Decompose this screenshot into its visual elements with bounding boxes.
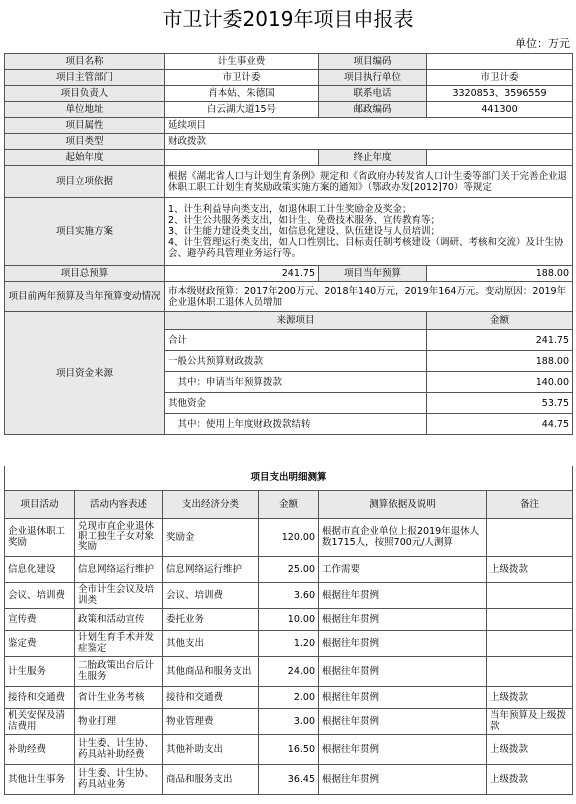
funding-head-item: 来源项目 — [165, 312, 427, 330]
table-row — [5, 582, 573, 608]
row-basis: 根据市直企业单位上报2019年退休人数1715人，按照700元/人测算 — [319, 518, 487, 556]
row-category: 信息网络运行维护 — [163, 556, 259, 582]
type-value: 财政拨款 — [165, 134, 573, 150]
project-name-label: 项目名称 — [5, 54, 165, 70]
row-note — [487, 518, 573, 556]
funding-amount: 44.75 — [427, 414, 573, 435]
exec-unit-value: 市卫计委 — [427, 70, 573, 86]
row-basis: 根据往年贯例 — [319, 582, 487, 608]
project-info-table — [4, 53, 573, 435]
row-content: 计生委、计生协、药具站补助经费 — [75, 734, 163, 764]
row-category: 商品和服务支出 — [163, 764, 259, 794]
row-content: 物业打理 — [75, 708, 163, 734]
row-note: 上级拨款 — [487, 734, 573, 764]
row-category: 奖励金 — [163, 518, 259, 556]
start-year-label: 起始年度 — [5, 150, 165, 166]
row-amount: 10.00 — [259, 608, 319, 630]
row-content: 二胎政策出台后计生服务 — [75, 656, 163, 686]
row-activity: 计生服务 — [5, 656, 75, 686]
row-activity: 企业退休职工奖励 — [5, 518, 75, 556]
row-activity: 宣传费 — [5, 608, 75, 630]
plan-line: 4、计生管理运行类支出，如人口性别比、目标责任制考核建设（调研、考核和交流）及计生协会、避孕药具管理业务运行等。 — [168, 237, 564, 259]
row-activity: 会议、培训费 — [5, 582, 75, 608]
total-budget-label: 项目总预算 — [5, 266, 165, 282]
row-note: 上级拨款 — [487, 556, 573, 582]
dept-label: 项目主管部门 — [5, 70, 165, 86]
postcode-value: 441300 — [427, 102, 573, 118]
table-row — [5, 734, 573, 764]
type-label: 项目类型 — [5, 134, 165, 150]
row-content: 省计生业务考核 — [75, 686, 163, 708]
row-content: 政策和活动宣传 — [75, 608, 163, 630]
funding-item: 其他资金 — [165, 393, 427, 414]
row-basis: 根据往年贯例 — [319, 734, 487, 764]
start-year-value — [165, 150, 319, 166]
budget-change-label: 项目前两年预算及当年预算变动情况 — [5, 282, 165, 312]
funding-item: 一般公共预算财政拨款 — [165, 351, 427, 372]
funding-label: 项目资金来源 — [5, 312, 165, 435]
row-basis: 根据往年贯例 — [319, 764, 487, 794]
row-activity: 机关安保及清洁费用 — [5, 708, 75, 734]
plan-value — [165, 198, 573, 266]
row-amount: 2.00 — [259, 686, 319, 708]
phone-label: 联系电话 — [319, 86, 427, 102]
plan-label: 项目实施方案 — [5, 198, 165, 266]
table-row — [5, 708, 573, 734]
end-year-value — [427, 150, 573, 166]
funding-amount: 140.00 — [427, 372, 573, 393]
leader-label: 项目负责人 — [5, 86, 165, 102]
year-budget-label: 项目当年预算 — [319, 266, 427, 282]
row-activity: 补助经费 — [5, 734, 75, 764]
row-content: 全市计生会议及培训类 — [75, 582, 163, 608]
row-category: 其他补助支出 — [163, 734, 259, 764]
detail-header-amount: 金额 — [259, 490, 319, 518]
row-category: 接待和交通费 — [163, 686, 259, 708]
leader-value: 肖本姑、朱德国 — [165, 86, 319, 102]
row-basis: 根据往年贯例 — [319, 708, 487, 734]
funding-item: 其中：申请当年预算拨款 — [165, 372, 427, 393]
end-year-label: 终止年度 — [319, 150, 427, 166]
row-amount: 3.60 — [259, 582, 319, 608]
detail-header-activity: 项目活动 — [5, 490, 75, 518]
project-code-value — [427, 54, 573, 70]
dept-value: 市卫计委 — [165, 70, 319, 86]
row-amount: 16.50 — [259, 734, 319, 764]
row-activity: 其他计生事务 — [5, 764, 75, 794]
table-row — [5, 608, 573, 630]
row-amount: 24.00 — [259, 656, 319, 686]
unit-label: 单位：万元 — [515, 37, 570, 50]
row-note: 当年预算及上级拨款 — [487, 708, 573, 734]
address-value: 白云湖大道15号 — [165, 102, 319, 118]
total-budget-value: 241.75 — [165, 266, 319, 282]
table-row — [5, 656, 573, 686]
basis-label: 项目立项依据 — [5, 166, 165, 198]
row-amount: 36.45 — [259, 764, 319, 794]
detail-section-title: 项目支出明细测算 — [5, 466, 573, 490]
row-amount: 3.00 — [259, 708, 319, 734]
table-row — [5, 630, 573, 656]
row-activity: 接待和交通费 — [5, 686, 75, 708]
plan-line: 3、计生能力建设类支出，如信息化建设、队伍建设与人员培训； — [168, 226, 441, 237]
detail-header-content: 活动内容表述 — [75, 490, 163, 518]
detail-header-category: 支出经济分类 — [163, 490, 259, 518]
row-activity: 鉴定费 — [5, 630, 75, 656]
funding-amount: 241.75 — [427, 330, 573, 351]
row-content: 信息网络运行维护 — [75, 556, 163, 582]
plan-line: 2、计生公共服务类支出，如计生、免费技术服务、宣传教育等； — [168, 215, 441, 226]
row-content: 兑现市直企业退休职工独生子女对象奖励 — [75, 518, 163, 556]
exec-unit-label: 项目执行单位 — [319, 70, 427, 86]
row-category: 委托业务 — [163, 608, 259, 630]
postcode-label: 邮政编码 — [319, 102, 427, 118]
detail-header-note: 备注 — [487, 490, 573, 518]
row-amount: 120.00 — [259, 518, 319, 556]
funding-amount: 53.75 — [427, 393, 573, 414]
funding-amount: 188.00 — [427, 351, 573, 372]
row-category: 其他商品和服务支出 — [163, 656, 259, 686]
row-amount: 25.00 — [259, 556, 319, 582]
row-content: 计划生育手术并发症鉴定 — [75, 630, 163, 656]
basis-value: 根据《湖北省人口与计划生育条例》规定和《省政府办转发省人口计生委等部门关于完善企业退休职工职工计划生育奖励政策实施方案的通知》（鄂政办发[2012]70）等规定 — [165, 166, 573, 198]
project-code-label: 项目编码 — [319, 54, 427, 70]
phone-value: 3320853、3596559 — [427, 86, 573, 102]
row-note — [487, 656, 573, 686]
detail-header-basis: 测算依据及说明 — [319, 490, 487, 518]
row-basis: 根据往年贯例 — [319, 686, 487, 708]
row-basis: 根据往年贯例 — [319, 608, 487, 630]
table-row — [5, 686, 573, 708]
project-name-value: 计生事业费 — [165, 54, 319, 70]
row-category: 其他支出 — [163, 630, 259, 656]
year-budget-value: 188.00 — [427, 266, 573, 282]
row-note: 上级拨款 — [487, 686, 573, 708]
budget-change-value: 市本级财政预算：2017年200万元、2018年140万元，2019年164万元。变动原因：2019年企业退休职工退休人员增加 — [165, 282, 573, 312]
row-category: 会议、培训费 — [163, 582, 259, 608]
expense-detail-table — [4, 466, 573, 795]
page-title: 市卫计委2019年项目申报表 — [162, 7, 414, 31]
plan-line: 1、计生利益导向类支出，如退休职工计生奖励金及奖金； — [168, 204, 412, 215]
row-note — [487, 582, 573, 608]
funding-item: 合计 — [165, 330, 427, 351]
table-row — [5, 556, 573, 582]
row-note: 上级拨款 — [487, 764, 573, 794]
row-category: 物业管理费 — [163, 708, 259, 734]
table-row — [5, 518, 573, 556]
attr-value: 延续项目 — [165, 118, 573, 134]
row-amount: 1.20 — [259, 630, 319, 656]
row-basis: 工作需要 — [319, 556, 487, 582]
row-note — [487, 608, 573, 630]
row-note — [487, 630, 573, 656]
funding-item: 其中：使用上年度财政拨款结转 — [165, 414, 427, 435]
attr-label: 项目属性 — [5, 118, 165, 134]
row-basis: 根据往年贯例 — [319, 656, 487, 686]
row-content: 计生委、计生协、药具站业务 — [75, 764, 163, 794]
address-label: 单位地址 — [5, 102, 165, 118]
funding-head-amount: 金额 — [427, 312, 573, 330]
row-activity: 信息化建设 — [5, 556, 75, 582]
table-row — [5, 764, 573, 794]
row-basis: 根据往年贯例 — [319, 630, 487, 656]
